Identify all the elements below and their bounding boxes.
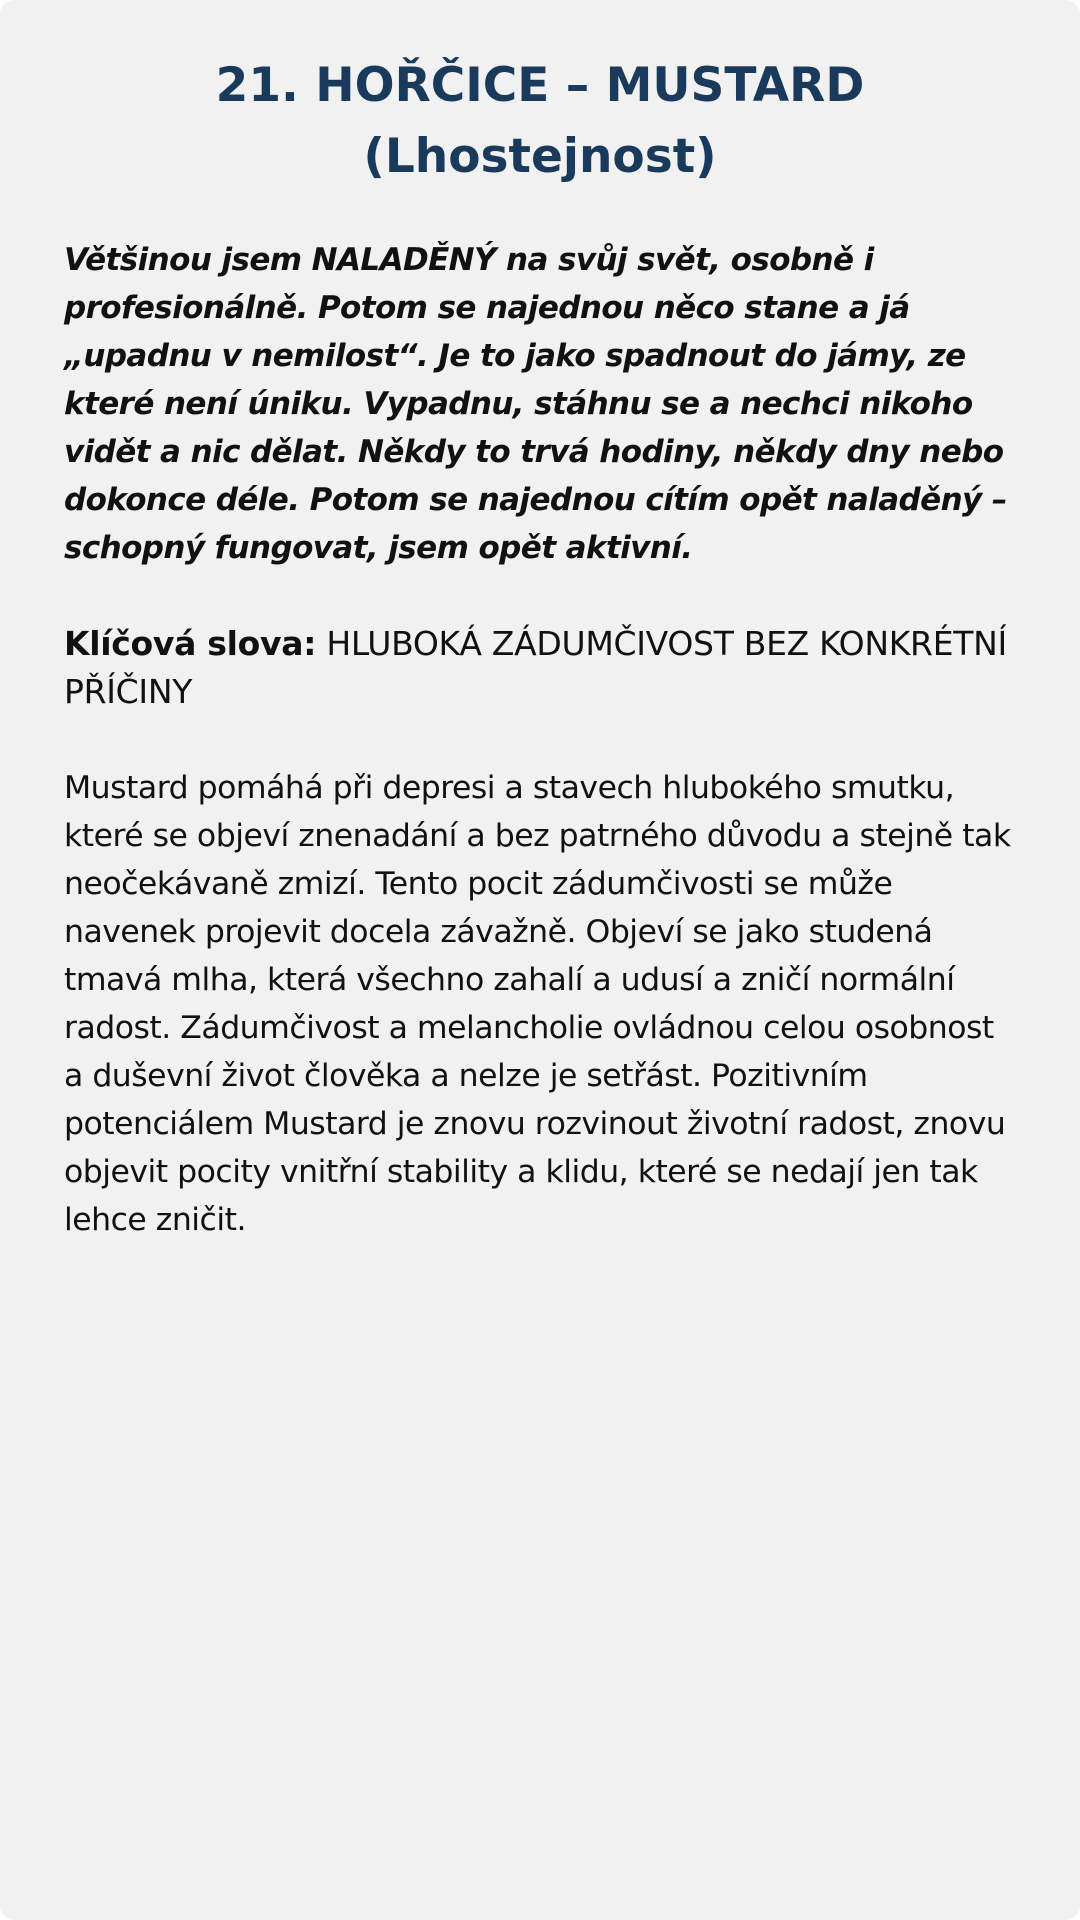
description-paragraph: Mustard pomáhá při depresi a stavech hlubokého smutku, které se objeví znenadání a bez patrného důvodu a stejně tak neočekávaně zmizí. Tento pocit zádumčivosti se může navenek projevit docela závažně. Objeví se jako studená tmavá mlha, která všechno zahalí a udusí a zničí normální radost. Zádumčivost a melancholie ovládnou celou osobnost a duševní život člověka a nelze je setřást. Pozitivním potenciálem Mustard je znovu rozvinout životní radost, znovu objevit pocity vnitřní stability a klidu, které se nedají jen tak lehce zničit. <box>64 770 1011 1238</box>
page-title <box>64 50 1016 192</box>
intro-paragraph: Většinou jsem NALADĚNÝ na svůj svět, osobně i profesionálně. Potom se najednou něco stane a já „upadnu v nemilost“. Je to jako spadnout do jámy, ze které není úniku. Vypadnu, stáhnu se a nechci nikoho vidět a nic dělat. Někdy to trvá hodiny, někdy dny nebo dokonce déle. Potom se najednou cítím opět naladěný – schopný fungovat, jsem opět aktivní. <box>64 242 1007 566</box>
title-line-2: (Lhostejnost) <box>363 129 717 184</box>
keywords-value: HLUBOKÁ ZÁDUMČIVOST BEZ KONKRÉTNÍ PŘÍČINY <box>64 624 1007 711</box>
keywords-paragraph <box>64 620 1016 716</box>
keywords-label: Klíčová slova: <box>64 624 317 663</box>
title-line-1: 21. HOŘČICE – MUSTARD <box>215 58 865 113</box>
